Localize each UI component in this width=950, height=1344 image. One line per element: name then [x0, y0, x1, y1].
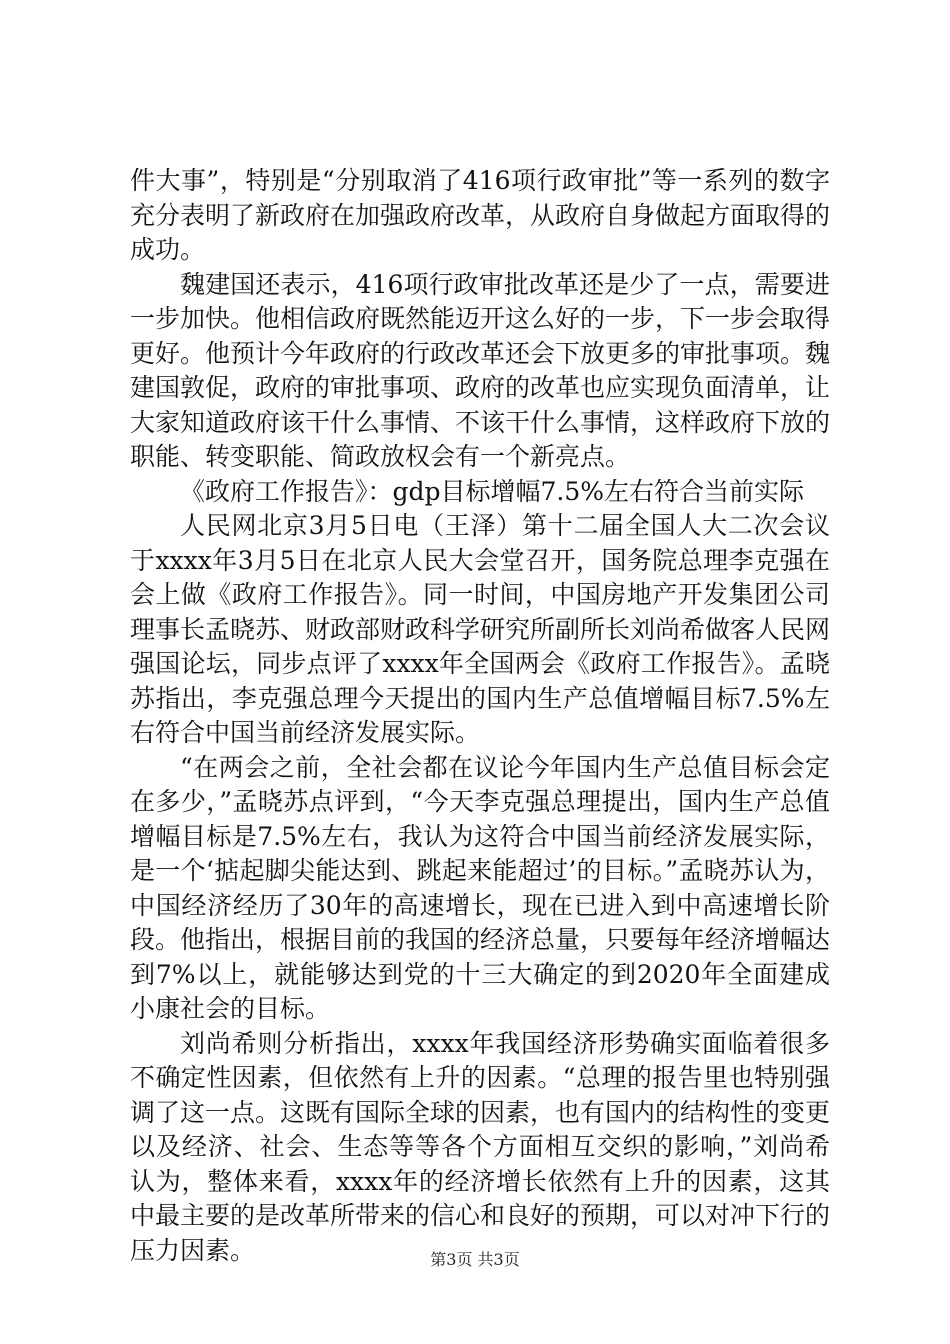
section-heading: 《政府工作报告》：gdp目标增幅7.5%左右符合当前实际 — [180, 476, 805, 506]
paragraph-liu-shangxi-analysis: 刘尚希则分析指出，xxxx年我国经济形势确实面临着很多不确定性因素，但依然有上升的因素。“总理的报告里也特别强调了这一点。这既有国际全球的因素，也有国内的结构性的变更以及经济、社会、生态等等各个方面相互交织的影响，”刘尚希认为，整体来看，xxxx年的经济增长依然有上升的因素，这其中最主要的是改革所带来的信心和良好的预期，可以对冲下行的压力因素。 — [130, 1028, 831, 1265]
paragraph-wei-jianguo: 魏建国还表示，416项行政审批改革还是少了一点，需要进一步加快。他相信政府既然能迈开这么好的一步，下一步会取得更好。他预计今年政府的行政改革还会下放更多的审批事项。魏建国敦促，政府的审批事项、政府的改革也应实现负面清单，让大家知道政府该干什么事情、不该干什么事情，这样政府下放的职能、转变职能、简政放权会有一个新亮点。 — [130, 269, 831, 471]
document-body — [130, 164, 830, 1268]
paragraph-peoples-daily-report: 人民网北京3月5日电（王泽）第十二届全国人大二次会议于xxxx年3月5日在北京人民大会堂召开，国务院总理李克强在会上做《政府工作报告》。同一时间，中国房地产开发集团公司理事长孟晓苏、财政部财政科学研究所副所长刘尚希做客人民网强国论坛，同步点评了xxxx年全国两会《政府工作报告》。孟晓苏指出，李克强总理今天提出的国内生产总值增幅目标7.5%左右符合中国当前经济发展实际。 — [130, 511, 831, 747]
page-number-indicator: 第3页 共3页 — [430, 1250, 520, 1269]
page-footer — [0, 1247, 950, 1270]
paragraph-meng-xiaosu-quote: “在两会之前，全社会都在议论今年国内生产总值目标会定在多少，”孟晓苏点评到，“今天李克强总理提出，国内生产总值增幅目标是7.5%左右，我认为这符合中国当前经济发展实际，是一个‘掂起脚尖能达到、跳起来能超过’的目标。”孟晓苏认为，中国经济经历了30年的高速增长，现在已进入到中高速增长阶段。他指出，根据目前的我国的经济总量，只要每年经济增幅达到7%以上，就能够达到党的十三大确定的到2020年全面建成小康社会的目标。 — [130, 752, 831, 1023]
paragraph-continued: 件大事”，特别是“分别取消了416项行政审批”等一系列的数字充分表明了新政府在加强政府改革，从政府自身做起方面取得的成功。 — [130, 166, 831, 264]
